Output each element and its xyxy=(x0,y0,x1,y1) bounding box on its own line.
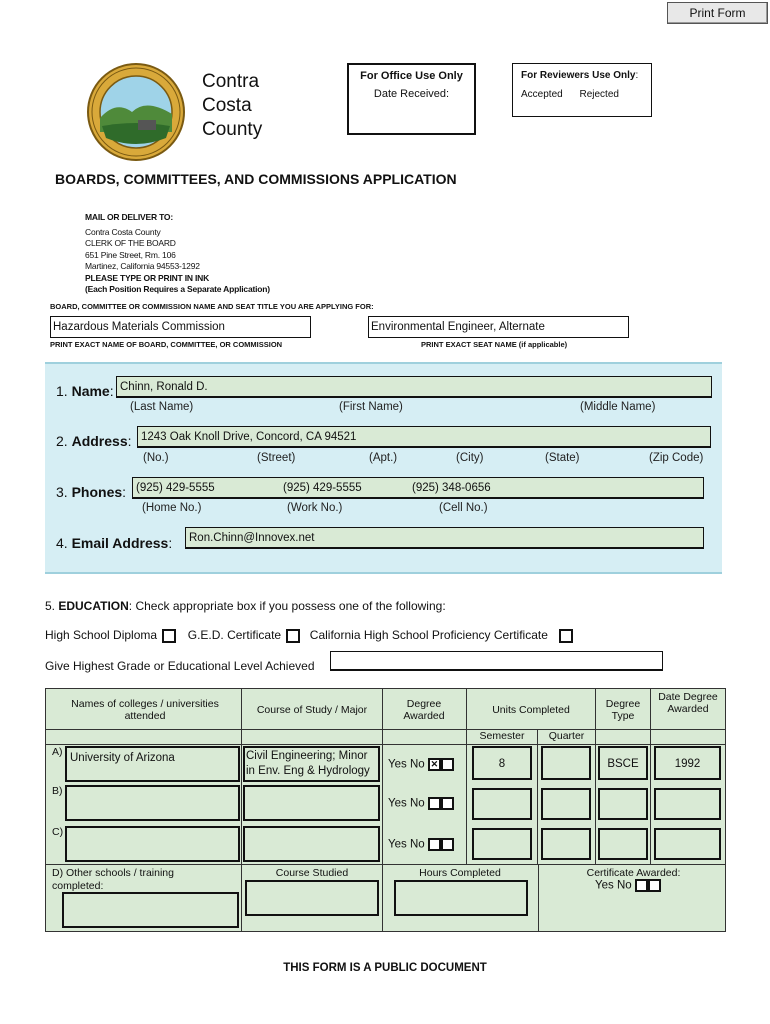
seat-label: BOARD, COMMITTEE OR COMMISSION NAME AND SEAT TITLE YOU ARE APPLYING FOR: xyxy=(50,302,374,311)
diploma-options xyxy=(45,628,573,643)
last-name-caption: (Last Name) xyxy=(130,401,194,413)
col-degree-header: Degree Awarded xyxy=(403,698,445,722)
phones-label: 3. Phones: xyxy=(56,484,127,500)
mail-line: (Each Position Requires a Separate Application) xyxy=(85,284,270,294)
home-phone-value[interactable]: (925) 429-5555 xyxy=(136,482,215,494)
mail-line: Contra Costa County xyxy=(85,226,161,237)
degree-a-no-checkbox[interactable] xyxy=(441,758,454,771)
other-schools-label: D) Other schools / training completed: xyxy=(52,867,174,892)
board-name-field[interactable]: Hazardous Materials Commission xyxy=(50,316,311,338)
degree-b-yesno xyxy=(388,797,454,810)
certificate-yes-checkbox[interactable] xyxy=(635,879,648,892)
quarter-b-field[interactable] xyxy=(541,788,591,820)
yesno-label: Yes No xyxy=(388,758,425,771)
other-schools-field[interactable] xyxy=(62,892,239,928)
ged-label: G.E.D. Certificate xyxy=(187,628,282,642)
hs-diploma-checkbox[interactable] xyxy=(162,629,176,643)
address-label: 2. Address: xyxy=(56,433,132,449)
course-studied-field[interactable] xyxy=(245,880,379,916)
education-prefix: 5. xyxy=(45,599,59,613)
board-caption: PRINT EXACT NAME OF BOARD, COMMITTEE, OR COMMISSION xyxy=(50,340,283,349)
middle-name-caption: (Middle Name) xyxy=(580,401,656,413)
type-b-field[interactable] xyxy=(598,788,648,820)
name-field[interactable]: Chinn, Ronald D. xyxy=(116,376,712,398)
col-type-header: Degree Type xyxy=(605,698,641,722)
proficiency-cert-label: California High School Proficiency Certificate xyxy=(309,628,548,642)
office-use-title: For Office Use Only xyxy=(360,70,463,82)
page-title: BOARDS, COMMITTEES, AND COMMISSIONS APPLICATION xyxy=(55,171,457,187)
course-studied-header: Course Studied xyxy=(275,867,349,879)
certificate-awarded-label: Certificate Awarded: xyxy=(586,867,681,879)
address-apt-caption: (Apt.) xyxy=(369,452,398,464)
semester-c-field[interactable] xyxy=(472,828,532,860)
mail-line: 651 Pine Street, Rm. 106 xyxy=(85,249,176,260)
date-received-label: Date Received: xyxy=(373,88,450,100)
county-line-1: Contra xyxy=(202,71,260,92)
certificate-no-checkbox[interactable] xyxy=(648,879,661,892)
name-label: 1. Name: xyxy=(56,383,114,399)
course-b-field[interactable] xyxy=(243,785,380,821)
address-zip-caption: (Zip Code) xyxy=(649,452,704,464)
degree-b-yes-checkbox[interactable] xyxy=(428,797,441,810)
semester-a-field[interactable]: 8 xyxy=(472,746,532,780)
date-c-field[interactable] xyxy=(654,828,721,860)
col-course-header: Course of Study / Major xyxy=(256,704,368,716)
county-line-3: County xyxy=(202,119,263,140)
address-city-caption: (City) xyxy=(456,452,484,464)
public-document-notice: THIS FORM IS A PUBLIC DOCUMENT xyxy=(283,962,487,974)
date-b-field[interactable] xyxy=(654,788,721,820)
proficiency-cert-checkbox[interactable] xyxy=(559,629,573,643)
seat-caption: PRINT EXACT SEAT NAME (if applicable) xyxy=(421,340,568,349)
row-b-label: B) xyxy=(52,785,63,797)
school-b-field[interactable] xyxy=(65,785,240,821)
hours-completed-header: Hours Completed xyxy=(419,867,501,879)
work-phone-value[interactable]: (925) 429-5555 xyxy=(283,482,362,494)
reviewers-title: For Reviewers Use Only xyxy=(521,70,636,81)
school-a-field[interactable]: University of Arizona xyxy=(65,746,240,782)
quarter-c-field[interactable] xyxy=(541,828,591,860)
date-a-field[interactable]: 1992 xyxy=(654,746,721,780)
county-line-2: Costa xyxy=(202,95,252,116)
degree-a-yesno xyxy=(388,758,454,771)
course-c-field[interactable] xyxy=(243,826,380,862)
address-state-caption: (State) xyxy=(545,452,580,464)
work-phone-caption: (Work No.) xyxy=(287,502,343,514)
school-c-field[interactable] xyxy=(65,826,240,862)
county-seal-logo xyxy=(86,62,186,162)
degree-a-yes-checkbox[interactable]: ✕ xyxy=(428,758,441,771)
yesno-label: Yes No xyxy=(388,838,425,851)
office-use-box xyxy=(347,63,476,135)
quarter-a-field[interactable] xyxy=(541,746,591,780)
mail-header: MAIL OR DELIVER TO: xyxy=(85,212,173,222)
hs-diploma-label: High School Diploma xyxy=(45,628,158,642)
yesno-label: Yes No xyxy=(595,879,632,892)
semester-b-field[interactable] xyxy=(472,788,532,820)
email-field[interactable]: Ron.Chinn@Innovex.net xyxy=(185,527,704,549)
row-a-label: A) xyxy=(52,746,63,758)
address-field[interactable]: 1243 Oak Knoll Drive, Concord, CA 94521 xyxy=(137,426,711,448)
mail-line: CLERK OF THE BOARD xyxy=(85,238,176,248)
col-units-header: Units Completed xyxy=(492,704,570,716)
rejected-label: Rejected xyxy=(579,89,619,100)
hours-completed-field[interactable] xyxy=(394,880,528,916)
mail-line: Martinez, California 94553-1292 xyxy=(85,261,200,271)
education-heading: EDUCATION xyxy=(58,599,129,613)
degree-b-no-checkbox[interactable] xyxy=(441,797,454,810)
education-question xyxy=(45,599,446,613)
education-instructions: : Check appropriate box if you possess one of the following: xyxy=(128,599,446,613)
address-street-caption: (Street) xyxy=(257,452,296,464)
education-table xyxy=(45,688,726,932)
degree-c-yes-checkbox[interactable] xyxy=(428,838,441,851)
mail-block xyxy=(85,212,270,296)
reviewers-use-box: For Reviewers Use Only: Accepted Rejected xyxy=(512,63,652,117)
degree-c-no-checkbox[interactable] xyxy=(441,838,454,851)
home-phone-caption: (Home No.) xyxy=(142,502,202,514)
ged-checkbox[interactable] xyxy=(286,629,300,643)
highest-grade-label: Give Highest Grade or Educational Level Achieved xyxy=(45,659,315,673)
highest-grade-field[interactable] xyxy=(330,651,663,671)
type-c-field[interactable] xyxy=(598,828,648,860)
certificate-yesno xyxy=(595,879,661,892)
cell-phone-caption: (Cell No.) xyxy=(439,502,488,514)
col-names-header: Names of colleges / universities attended xyxy=(71,698,219,722)
cell-phone-value[interactable]: (925) 348-0656 xyxy=(412,482,491,494)
col-date-header: Date Degree Awarded xyxy=(658,691,718,715)
col-semester-header: Semester xyxy=(479,730,525,742)
seat-name-field[interactable]: Environmental Engineer, Alternate xyxy=(368,316,629,338)
address-no-caption: (No.) xyxy=(143,452,169,464)
print-form-button[interactable]: Print Form xyxy=(667,2,768,24)
mail-line: PLEASE TYPE OR PRINT IN INK xyxy=(85,272,210,283)
email-label: 4. Email Address: xyxy=(56,535,173,551)
phones-field[interactable] xyxy=(132,477,704,499)
row-c-label: C) xyxy=(52,826,64,838)
type-a-field[interactable]: BSCE xyxy=(598,746,648,780)
first-name-caption: (First Name) xyxy=(339,401,403,413)
accepted-label: Accepted xyxy=(521,89,563,100)
course-a-field[interactable]: Civil Engineering; Minor in Env. Eng & Hydrology xyxy=(243,746,380,782)
yesno-label: Yes No xyxy=(388,797,425,810)
county-name xyxy=(202,70,262,142)
col-quarter-header: Quarter xyxy=(548,730,585,742)
degree-c-yesno xyxy=(388,838,454,851)
